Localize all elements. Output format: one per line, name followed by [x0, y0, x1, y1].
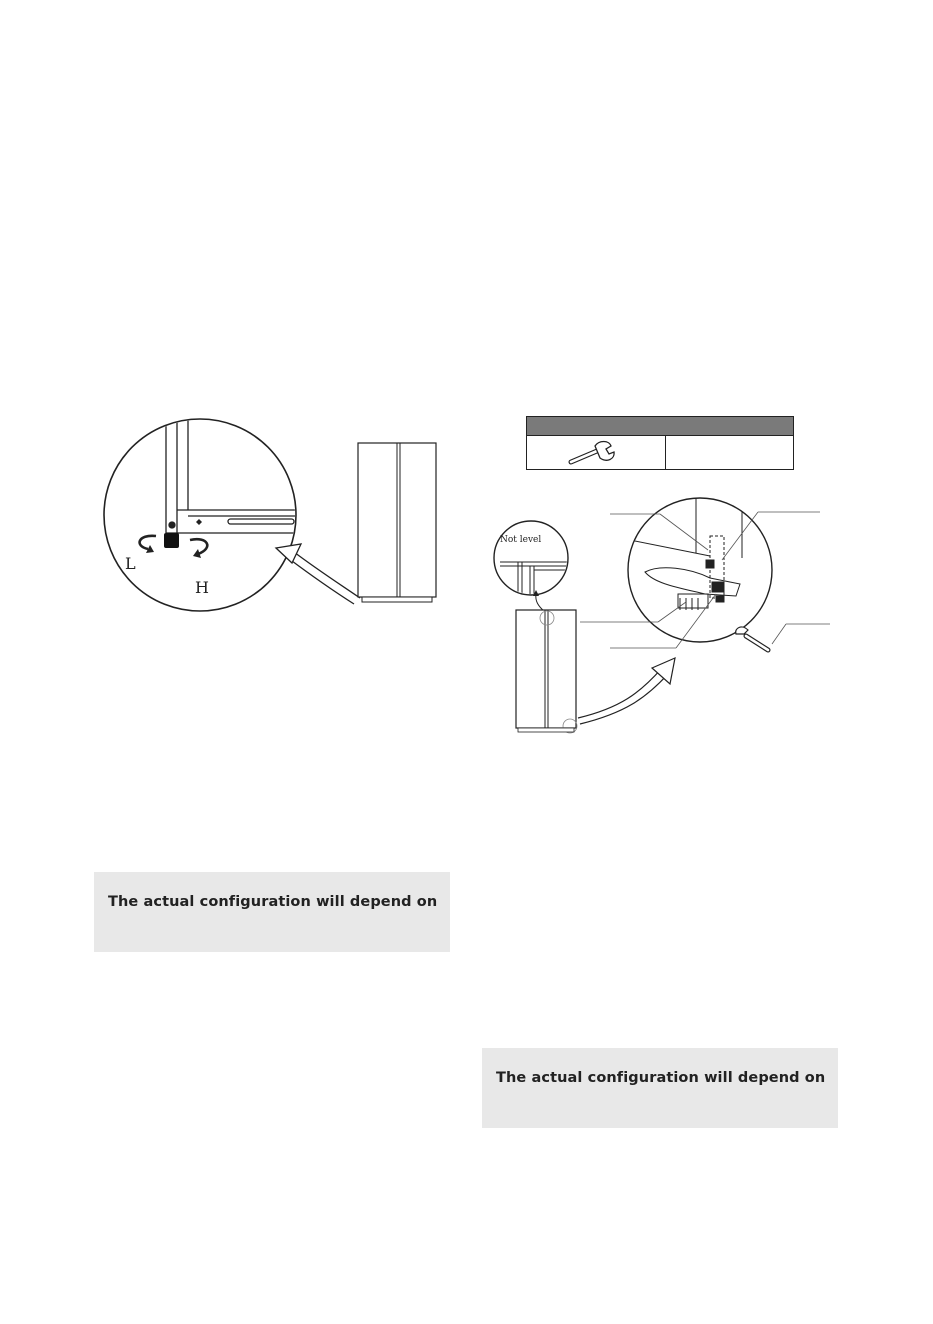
leveling-foot	[164, 533, 179, 548]
note-box-left	[94, 872, 450, 952]
not-level-circle	[494, 521, 568, 595]
wrench-icon	[736, 627, 768, 650]
note-box-right	[482, 1048, 838, 1128]
door-alignment-figure	[490, 498, 835, 738]
note-text-right: The actual configuration will depend on	[496, 1070, 826, 1086]
tool-table	[526, 416, 794, 470]
door-alignment-diagram	[490, 498, 835, 738]
tool-table-cell-empty	[666, 436, 793, 469]
low-label: L	[125, 554, 136, 573]
note-text-left: The actual configuration will depend on	[108, 894, 438, 910]
leveling-foot-figure	[100, 418, 460, 618]
leveling-foot-diagram	[100, 418, 460, 618]
tool-table-header	[527, 417, 793, 436]
tool-table-cell-icon	[527, 436, 666, 469]
not-level-label: Not level	[500, 535, 542, 545]
fridge-outline	[516, 610, 576, 728]
high-label: H	[195, 578, 209, 597]
wrench-icon	[565, 438, 625, 468]
